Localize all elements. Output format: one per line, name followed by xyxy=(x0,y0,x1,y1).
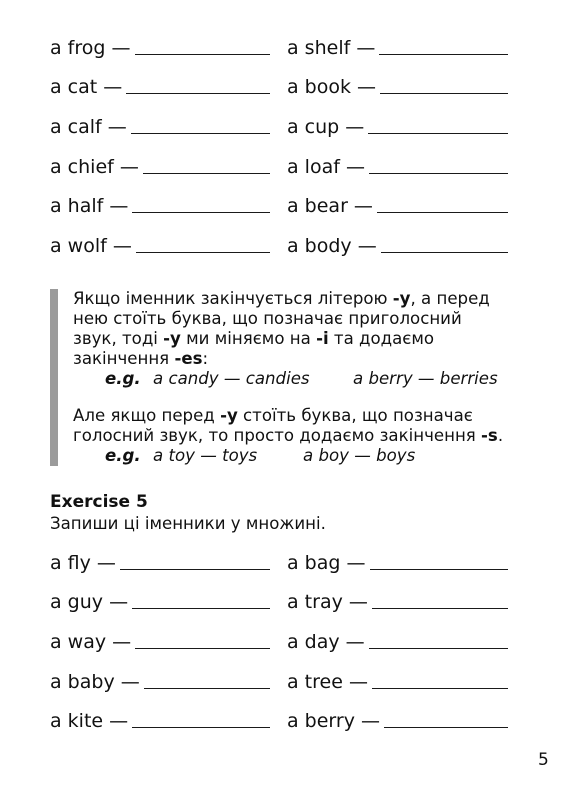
exercise-row xyxy=(50,28,508,68)
example-boy: a boy — boys xyxy=(303,446,416,465)
exercise-item xyxy=(50,710,270,732)
rule-example-1 xyxy=(73,369,508,389)
exercise-item xyxy=(50,671,270,693)
exercise-word: a way — xyxy=(50,630,132,653)
exercise-word: a kite — xyxy=(50,710,129,733)
answer-blank[interactable] xyxy=(377,211,508,213)
answer-blank[interactable] xyxy=(144,687,270,689)
exercise-word: a cup — xyxy=(287,115,365,138)
rule-paragraph-1: Якщо іменник закінчується літерою -y, а перед нею стоїть буква, що позначає приголосний звук, тоді -y ми міняємо на -i та додаємо закінчення -es: xyxy=(73,289,490,368)
exercise-word: a body — xyxy=(287,234,377,257)
exercise-item xyxy=(287,235,508,257)
example-berry: a berry — berries xyxy=(353,369,498,388)
exercise-word: a half — xyxy=(50,195,129,218)
exercise-row xyxy=(50,622,508,662)
eg-label: e.g. xyxy=(105,446,141,465)
exercise-item xyxy=(287,552,508,574)
answer-blank[interactable] xyxy=(135,647,270,649)
answer-blank[interactable] xyxy=(368,132,508,134)
word-grid-bottom xyxy=(50,543,508,741)
exercise-instruction: Запиши ці іменники у множині. xyxy=(50,514,326,533)
exercise-word: a chief — xyxy=(50,155,139,178)
exercise-item xyxy=(287,76,508,98)
exercise-row xyxy=(50,226,508,266)
answer-blank[interactable] xyxy=(381,251,508,253)
exercise-word: a cat — xyxy=(50,76,123,99)
exercise-item xyxy=(50,631,270,653)
rule-example-2 xyxy=(73,446,508,466)
answer-blank[interactable] xyxy=(120,568,270,570)
exercise-item xyxy=(287,671,508,693)
exercise-row xyxy=(50,186,508,226)
answer-blank[interactable] xyxy=(384,726,508,728)
answer-blank[interactable] xyxy=(379,53,508,55)
answer-blank[interactable] xyxy=(136,251,270,253)
exercise-item xyxy=(287,37,508,59)
exercise-row xyxy=(50,583,508,623)
exercise-item xyxy=(50,156,270,178)
rule-paragraph-2: Але якщо перед -y стоїть буква, що позначає голосний звук, то просто додаємо закінчення -s. xyxy=(73,406,504,445)
example-candy: a candy — candies xyxy=(153,369,310,388)
answer-blank[interactable] xyxy=(372,687,508,689)
exercise-item xyxy=(50,235,270,257)
exercise-item xyxy=(287,156,508,178)
exercise-item xyxy=(287,195,508,217)
exercise-row xyxy=(50,543,508,583)
exercise-item xyxy=(287,710,508,732)
exercise-word: a calf — xyxy=(50,115,127,138)
exercise-word: a day — xyxy=(287,630,365,653)
exercise-word: a baby — xyxy=(50,670,140,693)
answer-blank[interactable] xyxy=(132,607,270,609)
word-grid-top xyxy=(50,28,508,266)
exercise-row xyxy=(50,701,508,741)
answer-blank[interactable] xyxy=(135,53,271,55)
exercise-title: Exercise 5 xyxy=(50,492,148,512)
exercise-word: a bear — xyxy=(287,195,373,218)
exercise-item xyxy=(50,195,270,217)
exercise-item xyxy=(50,37,270,59)
answer-blank[interactable] xyxy=(370,568,509,570)
exercise-word: a berry — xyxy=(287,710,381,733)
eg-label: e.g. xyxy=(105,369,141,388)
exercise-item xyxy=(287,591,508,613)
exercise-word: a wolf — xyxy=(50,234,132,257)
answer-blank[interactable] xyxy=(143,172,270,174)
exercise-row xyxy=(50,68,508,108)
exercise-item xyxy=(50,552,270,574)
example-toy: a toy — toys xyxy=(153,446,258,465)
exercise-word: a guy — xyxy=(50,591,129,614)
answer-blank[interactable] xyxy=(132,211,270,213)
exercise-item xyxy=(287,116,508,138)
answer-blank[interactable] xyxy=(369,172,508,174)
exercise-row xyxy=(50,147,508,187)
exercise-item xyxy=(50,76,270,98)
exercise-word: a loaf — xyxy=(287,155,365,178)
exercise-word: a fly — xyxy=(50,551,116,574)
exercise-item xyxy=(50,116,270,138)
answer-blank[interactable] xyxy=(131,132,270,134)
exercise-item xyxy=(50,591,270,613)
answer-blank[interactable] xyxy=(380,92,508,94)
answer-blank[interactable] xyxy=(126,92,270,94)
exercise-word: a shelf — xyxy=(287,36,376,59)
exercise-word: a bag — xyxy=(287,551,366,574)
rule-box xyxy=(50,289,508,466)
answer-blank[interactable] xyxy=(132,726,270,728)
exercise-word: a tree — xyxy=(287,670,368,693)
exercise-item xyxy=(287,631,508,653)
exercise-row xyxy=(50,107,508,147)
exercise-row xyxy=(50,662,508,702)
exercise-word: a book — xyxy=(287,76,377,99)
exercise-word: a tray — xyxy=(287,591,368,614)
answer-blank[interactable] xyxy=(369,647,508,649)
answer-blank[interactable] xyxy=(372,607,508,609)
exercise-word: a frog — xyxy=(50,36,131,59)
page-number: 5 xyxy=(538,750,549,770)
